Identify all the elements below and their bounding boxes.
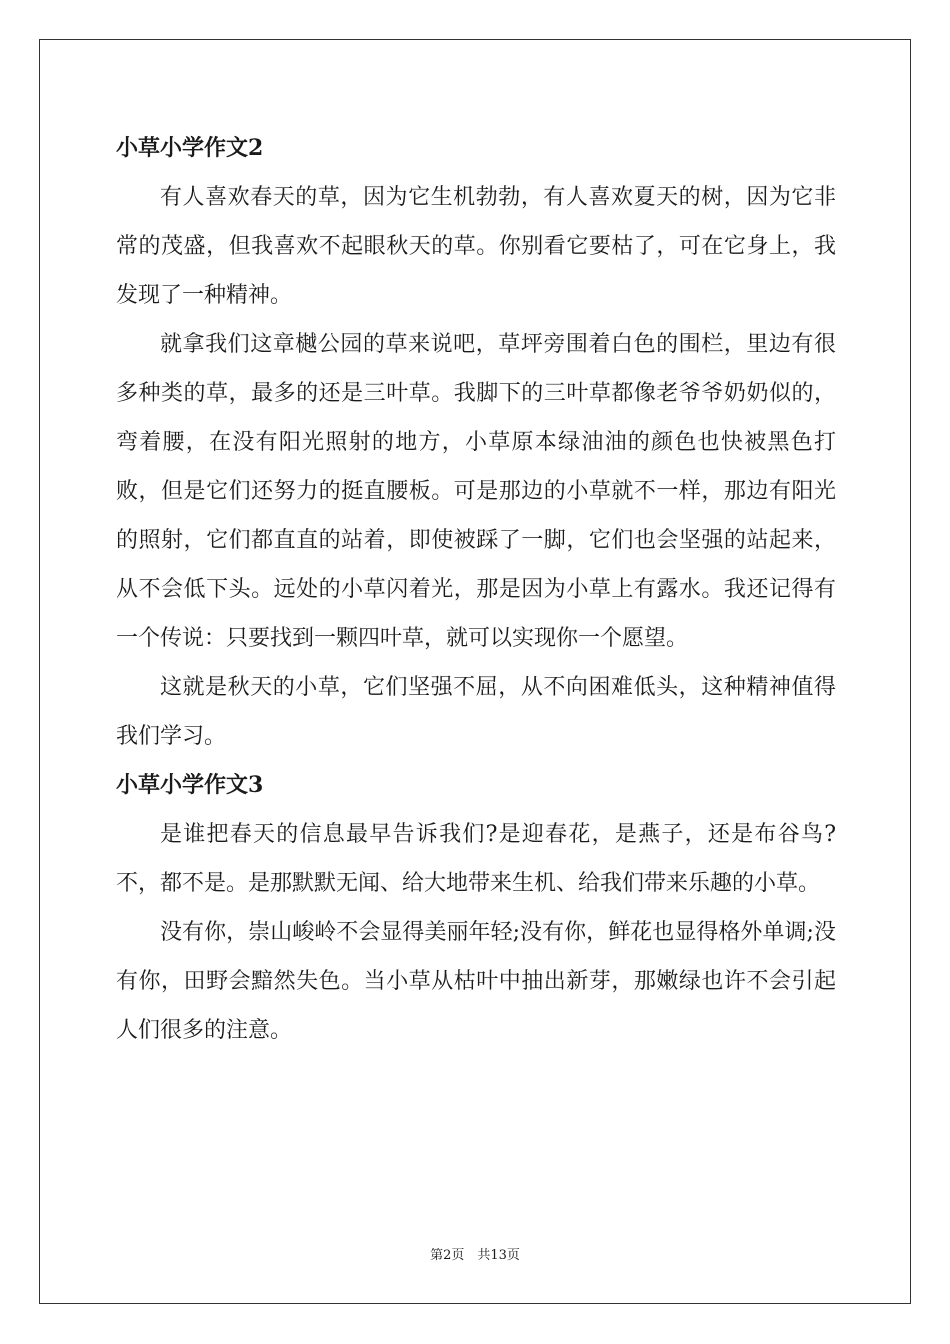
paragraph: 这就是秋天的小草，它们坚强不屈，从不向困难低头，这种精神值得我们学习。: [116, 675, 836, 749]
section-essay-3: [116, 761, 836, 1055]
paragraph: 没有你，崇山峻岭不会显得美丽年轻;没有你，鲜花也显得格外单调;没有你，田野会黯然失色。当小草从枯叶中抽出新芽，那嫩绿也许不会引起人们很多的注意。: [116, 920, 836, 1043]
section-title: 小草小学作文3: [116, 772, 264, 798]
paragraph: 是谁把春天的信息最早告诉我们?是迎春花，是燕子，还是布谷鸟?不，都不是。是那默默无闻、给大地带来生机、给我们带来乐趣的小草。: [116, 822, 836, 896]
page-number-footer: 第2页 共13页: [430, 1248, 520, 1263]
section-essay-2: [116, 124, 836, 761]
document-body: [116, 124, 836, 1055]
section-title: 小草小学作文2: [116, 135, 264, 161]
paragraph: 有人喜欢春天的草，因为它生机勃勃，有人喜欢夏天的树，因为它非常的茂盛，但我喜欢不起眼秋天的草。你别看它要枯了，可在它身上，我发现了一种精神。: [116, 185, 836, 308]
paragraph: 就拿我们这章樾公园的草来说吧，草坪旁围着白色的围栏，里边有很多种类的草，最多的还是三叶草。我脚下的三叶草都像老爷爷奶奶似的，弯着腰，在没有阳光照射的地方，小草原本绿油油的颜色也快被黑色打败，但是它们还努力的挺直腰板。可是那边的小草就不一样，那边有阳光的照射，它们都直直的站着，即使被踩了一脚，它们也会坚强的站起来，从不会低下头。远处的小草闪着光，那是因为小草上有露水。我还记得有一个传说：只要找到一颗四叶草，就可以实现你一个愿望。: [116, 332, 836, 651]
